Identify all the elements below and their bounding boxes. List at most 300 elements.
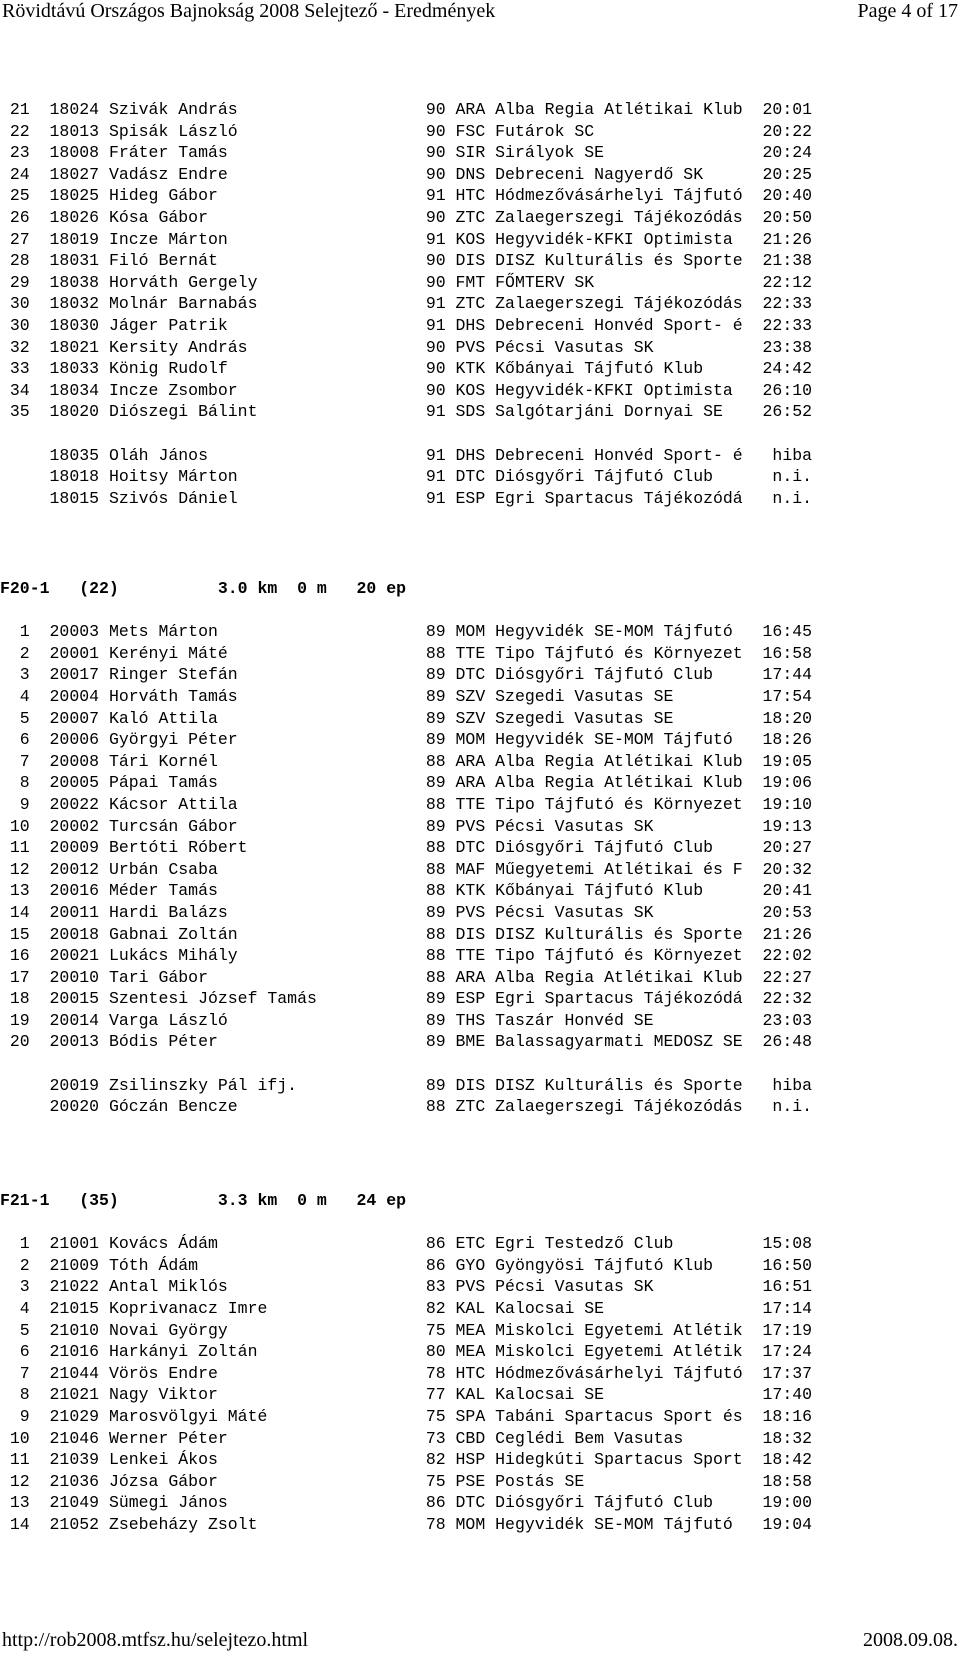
spacer — [446, 1321, 456, 1340]
spacer — [99, 489, 109, 508]
result-club: Kalocsai SE — [495, 1385, 753, 1405]
spacer — [446, 1097, 456, 1116]
spacer — [277, 1191, 297, 1210]
result-club: Kőbányai Tájfutó Klub — [495, 881, 753, 901]
result-row — [0, 988, 812, 1010]
result-club: Diósgyőri Tájfutó Club — [495, 467, 753, 487]
category-controls: 20 ep — [356, 579, 407, 598]
result-club-code: THS — [455, 1010, 486, 1030]
result-club: Salgótarjáni Dornyai SE — [495, 402, 753, 422]
result-club: Gyöngyösi Tájfutó Klub — [495, 1255, 753, 1275]
result-rank — [0, 489, 30, 508]
result-birth-year: 73 — [425, 1428, 446, 1448]
result-rank: 1 — [0, 622, 30, 642]
result-club-code: SZV — [455, 708, 486, 728]
result-rank: 29 — [0, 272, 30, 292]
result-rank: 2 — [0, 643, 30, 663]
spacer — [99, 381, 109, 400]
result-name: Mets Márton — [108, 622, 426, 642]
result-name: Tóth Ádám — [108, 1255, 426, 1275]
result-club-code: ARA — [455, 967, 486, 987]
result-bib-number: 18030 — [49, 315, 100, 335]
result-bib-number: 18035 — [49, 445, 100, 465]
spacer — [485, 752, 495, 771]
result-time: 24:42 — [752, 359, 813, 379]
result-club-code: DTC — [455, 838, 486, 858]
spacer — [30, 1429, 50, 1448]
result-rank: 18 — [0, 989, 30, 1009]
result-bib-number: 21039 — [49, 1450, 100, 1470]
result-rank: 6 — [0, 730, 30, 750]
result-birth-year: 89 — [425, 686, 446, 706]
spacer — [99, 1493, 109, 1512]
result-club-code: DNS — [455, 164, 486, 184]
spacer — [446, 251, 456, 270]
spacer — [485, 273, 495, 292]
result-name: Zsebeházy Zsolt — [108, 1514, 426, 1534]
spacer — [446, 338, 456, 357]
result-name: Turcsán Gábor — [108, 816, 426, 836]
spacer — [446, 1515, 456, 1534]
result-club: DISZ Kulturális és Sporte — [495, 251, 753, 271]
result-club-code: HTC — [455, 186, 486, 206]
result-birth-year: 88 — [425, 838, 446, 858]
result-club: Debreceni Honvéd Sport- é — [495, 445, 753, 465]
result-club: Hegyvidék SE-MOM Tájfutó — [495, 622, 753, 642]
spacer — [30, 1097, 50, 1116]
result-club-code: MEA — [455, 1342, 486, 1362]
result-club-code: KTK — [455, 359, 486, 379]
result-time: hiba — [752, 1075, 813, 1095]
result-bib-number: 21016 — [49, 1342, 100, 1362]
spacer — [485, 817, 495, 836]
result-birth-year: 91 — [425, 445, 446, 465]
result-row — [0, 164, 812, 186]
result-club: Egri Testedző Club — [495, 1234, 753, 1254]
spacer — [446, 1299, 456, 1318]
result-rank: 7 — [0, 1363, 30, 1383]
result-birth-year: 88 — [425, 859, 446, 879]
result-birth-year: 75 — [425, 1320, 446, 1340]
category-distance: 3.3 km — [217, 1191, 278, 1210]
result-bib-number: 21021 — [49, 1385, 100, 1405]
spacer — [485, 1472, 495, 1491]
result-club-code: ZTC — [455, 207, 486, 227]
result-birth-year: 80 — [425, 1342, 446, 1362]
result-club-code: DIS — [455, 1075, 486, 1095]
category-header — [0, 578, 812, 600]
spacer — [446, 402, 456, 421]
result-birth-year: 91 — [425, 467, 446, 487]
result-club-code: PSE — [455, 1471, 486, 1491]
spacer — [485, 838, 495, 857]
spacer — [446, 644, 456, 663]
result-name: Méder Tamás — [108, 881, 426, 901]
result-birth-year: 90 — [425, 272, 446, 292]
result-bib-number: 20013 — [49, 1032, 100, 1052]
result-rank: 25 — [0, 186, 30, 206]
result-name: Vörös Endre — [108, 1363, 426, 1383]
blank-line — [0, 600, 812, 622]
spacer — [485, 316, 495, 335]
result-club: Pécsi Vasutas SK — [495, 337, 753, 357]
spacer — [485, 446, 495, 465]
result-time: n.i. — [752, 488, 813, 508]
result-bib-number: 20022 — [49, 794, 100, 814]
result-bib-number: 21009 — [49, 1255, 100, 1275]
result-name: Kovács Ádám — [108, 1234, 426, 1254]
result-name: Urbán Csaba — [108, 859, 426, 879]
spacer — [485, 489, 495, 508]
result-row — [0, 729, 812, 751]
spacer — [99, 338, 109, 357]
result-birth-year: 88 — [425, 924, 446, 944]
result-time: 23:38 — [752, 337, 813, 357]
result-club-code: DIS — [455, 924, 486, 944]
result-name: Szivós Dániel — [108, 488, 426, 508]
result-time: 20:40 — [752, 186, 813, 206]
spacer — [30, 446, 50, 465]
result-bib-number: 21046 — [49, 1428, 100, 1448]
result-rank: 2 — [0, 1255, 30, 1275]
result-rank: 7 — [0, 751, 30, 771]
spacer — [30, 622, 50, 641]
spacer — [485, 1234, 495, 1253]
result-bib-number: 21010 — [49, 1320, 100, 1340]
result-club: Taszár Honvéd SE — [495, 1010, 753, 1030]
result-club-code: ARA — [455, 100, 486, 119]
spacer — [30, 795, 50, 814]
result-time: 19:10 — [752, 794, 813, 814]
result-birth-year: 90 — [425, 380, 446, 400]
result-club-code: DTC — [455, 467, 486, 487]
result-birth-year: 89 — [425, 622, 446, 642]
result-rank: 3 — [0, 665, 30, 685]
result-name: Molnár Barnabás — [108, 294, 426, 314]
spacer — [30, 359, 50, 378]
result-name: Zsilinszky Pál ifj. — [108, 1075, 426, 1095]
result-time: 16:45 — [752, 622, 813, 642]
result-name: Gabnai Zoltán — [108, 924, 426, 944]
result-row — [0, 142, 812, 164]
result-time: 22:02 — [752, 946, 813, 966]
spacer — [99, 1472, 109, 1491]
spacer — [30, 860, 50, 879]
result-name: Szivák András — [108, 100, 426, 119]
result-club: Zalaegerszegi Tájékozódás — [495, 294, 753, 314]
spacer — [446, 903, 456, 922]
result-bib-number: 18018 — [49, 467, 100, 487]
result-bib-number: 20015 — [49, 989, 100, 1009]
result-bib-number: 20008 — [49, 751, 100, 771]
spacer — [446, 1429, 456, 1448]
result-bib-number: 18027 — [49, 164, 100, 184]
result-club-code: ZTC — [455, 294, 486, 314]
result-row — [0, 1341, 812, 1363]
category-climb: 0 m — [297, 1191, 327, 1210]
spacer — [30, 773, 50, 792]
result-club: Diósgyőri Tájfutó Club — [495, 665, 753, 685]
result-club-code: FSC — [455, 121, 486, 141]
result-club: Miskolci Egyetemi Atlétik — [495, 1320, 753, 1340]
result-rank — [0, 1076, 30, 1095]
result-club-code: KOS — [455, 229, 486, 249]
result-row — [0, 859, 812, 881]
result-row — [0, 751, 812, 773]
result-time: 17:14 — [752, 1298, 813, 1318]
result-club: Szegedi Vasutas SE — [495, 686, 753, 706]
result-club: Szegedi Vasutas SE — [495, 708, 753, 728]
spacer — [446, 316, 456, 335]
spacer — [446, 925, 456, 944]
result-rank: 9 — [0, 1406, 30, 1426]
result-name: Filó Bernát — [108, 251, 426, 271]
spacer — [485, 903, 495, 922]
result-rank: 30 — [0, 294, 30, 314]
spacer — [30, 273, 50, 292]
spacer — [446, 1385, 456, 1404]
result-club: Alba Regia Atlétikai Klub — [495, 773, 753, 793]
result-club: Balassagyarmati MEDOSZ SE — [495, 1032, 753, 1052]
result-rank: 8 — [0, 1385, 30, 1405]
result-time: 26:52 — [752, 402, 813, 422]
spacer — [446, 294, 456, 313]
result-club: Kőbányai Tájfutó Klub — [495, 359, 753, 379]
spacer — [30, 143, 50, 162]
spacer — [99, 1299, 109, 1318]
spacer — [485, 294, 495, 313]
result-club-code: ESP — [455, 989, 486, 1009]
result-club-code: ESP — [455, 488, 486, 508]
result-birth-year: 91 — [425, 488, 446, 508]
result-rank: 20 — [0, 1032, 30, 1052]
result-time: 22:12 — [752, 272, 813, 292]
result-rank: 17 — [0, 967, 30, 987]
result-name: Oláh János — [108, 445, 426, 465]
result-birth-year: 91 — [425, 186, 446, 206]
result-club-code: PVS — [455, 1277, 486, 1297]
spacer — [485, 251, 495, 270]
result-club: Zalaegerszegi Tájékozódás — [495, 207, 753, 227]
spacer — [30, 946, 50, 965]
spacer — [485, 622, 495, 641]
category-code: F20-1 — [0, 579, 80, 598]
footer-url: http://rob2008.mtfsz.hu/selejtezo.html — [2, 1629, 309, 1651]
result-rank: 4 — [0, 686, 30, 706]
result-club-code: ETC — [455, 1234, 486, 1254]
spacer — [446, 1011, 456, 1030]
spacer — [30, 1385, 50, 1404]
result-row — [0, 1449, 812, 1471]
result-club-code: TTE — [455, 643, 486, 663]
result-time: 15:08 — [752, 1234, 813, 1254]
spacer — [99, 316, 109, 335]
spacer — [485, 122, 495, 141]
spacer — [99, 1450, 109, 1469]
result-time: hiba — [752, 445, 813, 465]
result-name: Jáger Patrik — [108, 315, 426, 335]
spacer — [30, 1342, 50, 1361]
result-club-code: KOS — [455, 380, 486, 400]
result-rank: 30 — [0, 315, 30, 335]
result-row — [0, 358, 812, 380]
spacer — [446, 143, 456, 162]
result-row — [0, 99, 812, 121]
spacer — [99, 968, 109, 987]
result-row — [0, 1384, 812, 1406]
spacer — [99, 1277, 109, 1296]
result-name: Kácsor Attila — [108, 794, 426, 814]
result-row — [0, 466, 812, 488]
result-club-code: DIS — [455, 251, 486, 271]
result-row — [0, 1096, 812, 1118]
result-name: Lenkei Ákos — [108, 1450, 426, 1470]
result-time: 18:32 — [752, 1428, 813, 1448]
result-birth-year: 83 — [425, 1277, 446, 1297]
result-row — [0, 1320, 812, 1342]
result-bib-number: 20017 — [49, 665, 100, 685]
result-club: Hidegkúti Spartacus Sport — [495, 1450, 753, 1470]
result-row — [0, 772, 812, 794]
result-time: 21:38 — [752, 251, 813, 271]
result-club-code: KTK — [455, 881, 486, 901]
spacer — [485, 230, 495, 249]
result-birth-year: 88 — [425, 794, 446, 814]
result-time: 22:33 — [752, 294, 813, 314]
result-time: n.i. — [752, 1097, 813, 1117]
result-birth-year: 89 — [425, 1010, 446, 1030]
result-birth-year: 89 — [425, 989, 446, 1009]
category-code: F21-1 — [0, 1191, 80, 1210]
result-club: Futárok SC — [495, 121, 753, 141]
spacer — [485, 687, 495, 706]
spacer — [446, 687, 456, 706]
result-row — [0, 1363, 812, 1385]
result-name: Góczán Bencze — [108, 1097, 426, 1117]
result-bib-number: 18025 — [49, 186, 100, 206]
spacer — [327, 579, 357, 598]
result-birth-year: 86 — [425, 1493, 446, 1513]
category-entrants: (35) — [79, 1191, 218, 1210]
result-club-code: DTC — [455, 665, 486, 685]
spacer — [99, 1321, 109, 1340]
result-club-code: ARA — [455, 751, 486, 771]
result-club-code: MOM — [455, 730, 486, 750]
spacer — [446, 622, 456, 641]
category-entrants: (22) — [79, 579, 218, 598]
result-rank: 21 — [0, 100, 30, 119]
spacer — [446, 946, 456, 965]
result-club: Tipo Tájfutó és Környezet — [495, 643, 753, 663]
result-time: 22:27 — [752, 967, 813, 987]
result-bib-number: 20003 — [49, 622, 100, 642]
result-row — [0, 1075, 812, 1097]
result-time: 23:03 — [752, 1010, 813, 1030]
spacer — [99, 838, 109, 857]
result-rank: 13 — [0, 1493, 30, 1513]
result-club-code: PVS — [455, 902, 486, 922]
spacer — [30, 338, 50, 357]
result-rank — [0, 446, 30, 465]
page-header — [0, 0, 960, 28]
spacer — [99, 100, 109, 119]
spacer — [99, 1385, 109, 1404]
result-row — [0, 488, 812, 510]
result-rank: 5 — [0, 1320, 30, 1340]
result-time: 20:24 — [752, 143, 813, 163]
result-name: Marosvölgyi Máté — [108, 1406, 426, 1426]
result-bib-number: 20016 — [49, 881, 100, 901]
spacer — [99, 294, 109, 313]
spacer — [30, 1299, 50, 1318]
spacer — [485, 1364, 495, 1383]
spacer — [99, 1256, 109, 1275]
result-club: Hódmezővásárhelyi Tájfutó — [495, 186, 753, 206]
result-birth-year: 88 — [425, 643, 446, 663]
result-birth-year: 90 — [425, 207, 446, 227]
result-name: Hideg Gábor — [108, 186, 426, 206]
result-birth-year: 90 — [425, 251, 446, 271]
result-name: Vadász Endre — [108, 164, 426, 184]
spacer — [485, 860, 495, 879]
category-controls: 24 ep — [356, 1191, 407, 1210]
result-club: Tabáni Spartacus Sport és — [495, 1406, 753, 1426]
result-row — [0, 1255, 812, 1277]
spacer — [30, 1407, 50, 1426]
result-club: Miskolci Egyetemi Atlétik — [495, 1342, 753, 1362]
result-rank: 1 — [0, 1234, 30, 1254]
result-birth-year: 90 — [425, 143, 446, 163]
result-bib-number: 20005 — [49, 773, 100, 793]
spacer — [30, 1076, 50, 1095]
result-birth-year: 89 — [425, 730, 446, 750]
result-birth-year: 82 — [425, 1450, 446, 1470]
result-row — [0, 794, 812, 816]
result-time: 20:53 — [752, 902, 813, 922]
result-row — [0, 401, 812, 423]
result-time: 20:22 — [752, 121, 813, 141]
spacer — [485, 1450, 495, 1469]
result-time: 20:50 — [752, 207, 813, 227]
spacer — [30, 122, 50, 141]
spacer — [30, 208, 50, 227]
result-rank: 23 — [0, 143, 30, 163]
result-club: Pécsi Vasutas SK — [495, 816, 753, 836]
result-name: Werner Péter — [108, 1428, 426, 1448]
result-name: Novai György — [108, 1320, 426, 1340]
spacer — [446, 1256, 456, 1275]
result-club-code: KAL — [455, 1385, 486, 1405]
page-indicator: Page 4 of 17 — [857, 0, 958, 22]
category-climb: 0 m — [297, 579, 327, 598]
result-row — [0, 250, 812, 272]
spacer — [99, 1515, 109, 1534]
result-rank: 15 — [0, 924, 30, 944]
result-name: Bertóti Róbert — [108, 838, 426, 858]
result-row — [0, 664, 812, 686]
document-title: Rövidtávú Országos Bajnokság 2008 Selejtező - Eredmények — [2, 0, 496, 22]
result-rank: 11 — [0, 838, 30, 858]
result-name: Pápai Tamás — [108, 773, 426, 793]
spacer — [485, 1385, 495, 1404]
spacer — [485, 1515, 495, 1534]
result-bib-number: 21052 — [49, 1514, 100, 1534]
result-club: Debreceni Honvéd Sport- é — [495, 315, 753, 335]
spacer — [485, 968, 495, 987]
result-name: Koprivanacz Imre — [108, 1298, 426, 1318]
result-bib-number: 21022 — [49, 1277, 100, 1297]
spacer — [99, 1364, 109, 1383]
